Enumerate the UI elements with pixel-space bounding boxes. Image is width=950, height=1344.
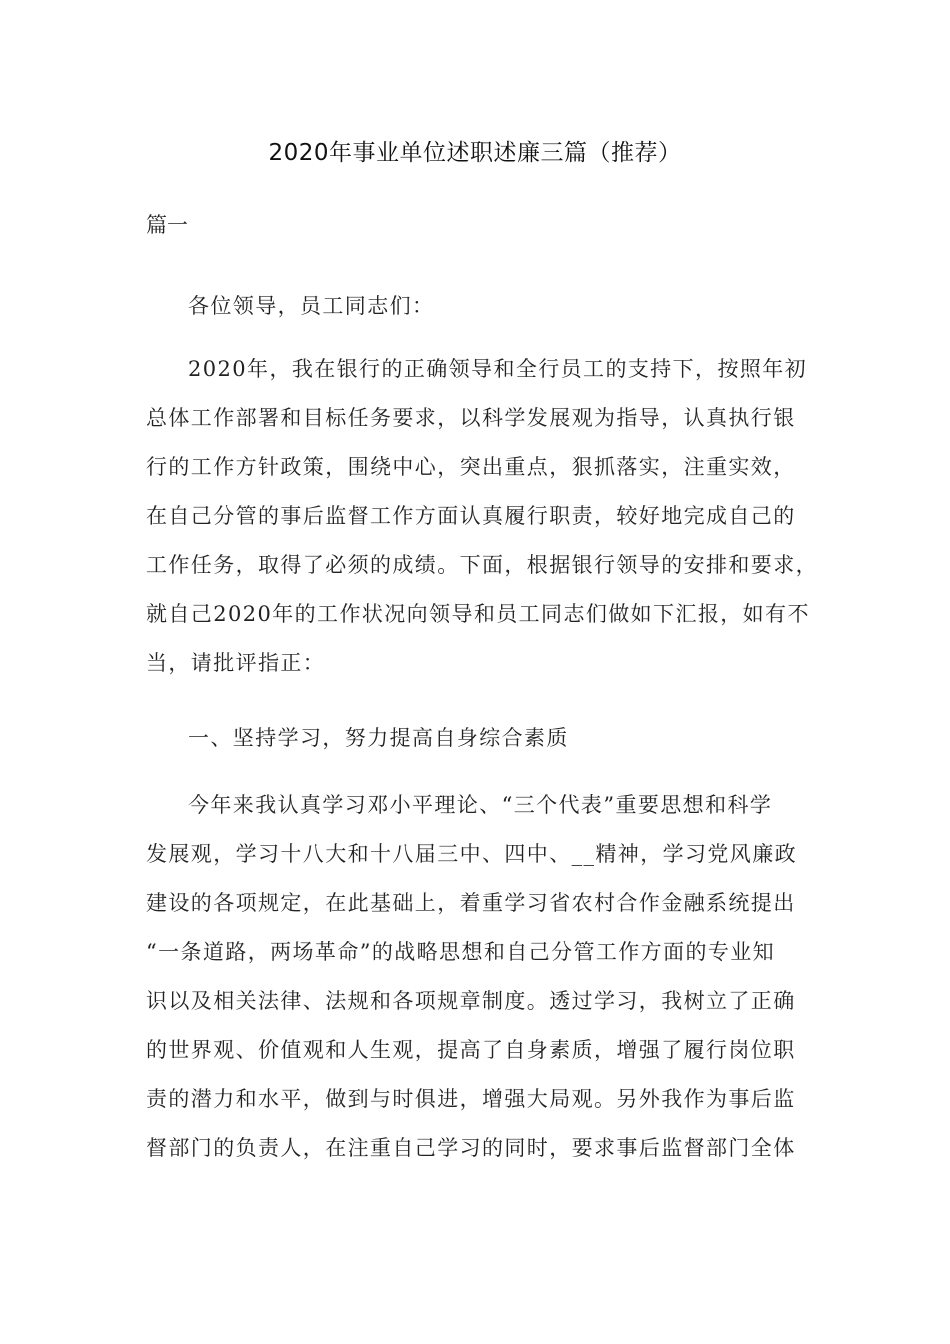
paragraph-line: 工作任务，取得了必须的成绩。下面，根据银行领导的安排和要求， [146,553,818,577]
section-label: 篇一 [146,213,188,237]
paragraph-line: 总体工作部署和目标任务要求，以科学发展观为指导，认真执行银 [146,406,796,430]
paragraph-line: 督部门的负责人，在注重自己学习的同时，要求事后监督部门全体 [146,1136,796,1160]
body-paragraph-2 [146,781,806,1173]
paragraph-line: 发展观，学习十八大和十八届三中、四中、__精神，学习党风廉政 [146,842,797,866]
document-title: 2020年事业单位述职述廉三篇（推荐） [268,140,682,166]
paragraph-line: 今年来我认真学习邓小平理论、“三个代表”重要思想和科学 [188,793,773,817]
paragraph-line: 识以及相关法律、法规和各项规章制度。透过学习，我树立了正确 [146,989,796,1013]
paragraph-line: 责的潜力和水平，做到与时俱进，增强大局观。另外我作为事后监 [146,1087,796,1111]
paragraph-line: 当，请批评指正： [146,651,326,675]
body-paragraph-1 [146,345,818,688]
paragraph-line: 建设的各项规定，在此基础上，着重学习省农村合作金融系统提出 [146,891,796,915]
paragraph-line: 就自己2020年的工作状况向领导和员工同志们做如下汇报，如有不 [146,602,810,626]
greeting-paragraph [146,282,806,331]
greeting-line: 各位领导，员工同志们： [188,294,435,318]
heading-line: 一、坚持学习，努力提高自身综合素质 [188,726,569,750]
paragraph-line: 在自己分管的事后监督工作方面认真履行职责，较好地完成自己的 [146,504,796,528]
paragraph-line: 的世界观、价值观和人生观，提高了自身素质，增强了履行岗位职 [146,1038,796,1062]
paragraph-line: 2020年，我在银行的正确领导和全行员工的支持下，按照年初 [188,357,808,381]
section-heading-1 [146,714,806,763]
paragraph-line: “一条道路，两场革命”的战略思想和自己分管工作方面的专业知 [146,940,776,964]
paragraph-line: 行的工作方针政策，围绕中心，突出重点，狠抓落实，注重实效， [146,455,796,479]
